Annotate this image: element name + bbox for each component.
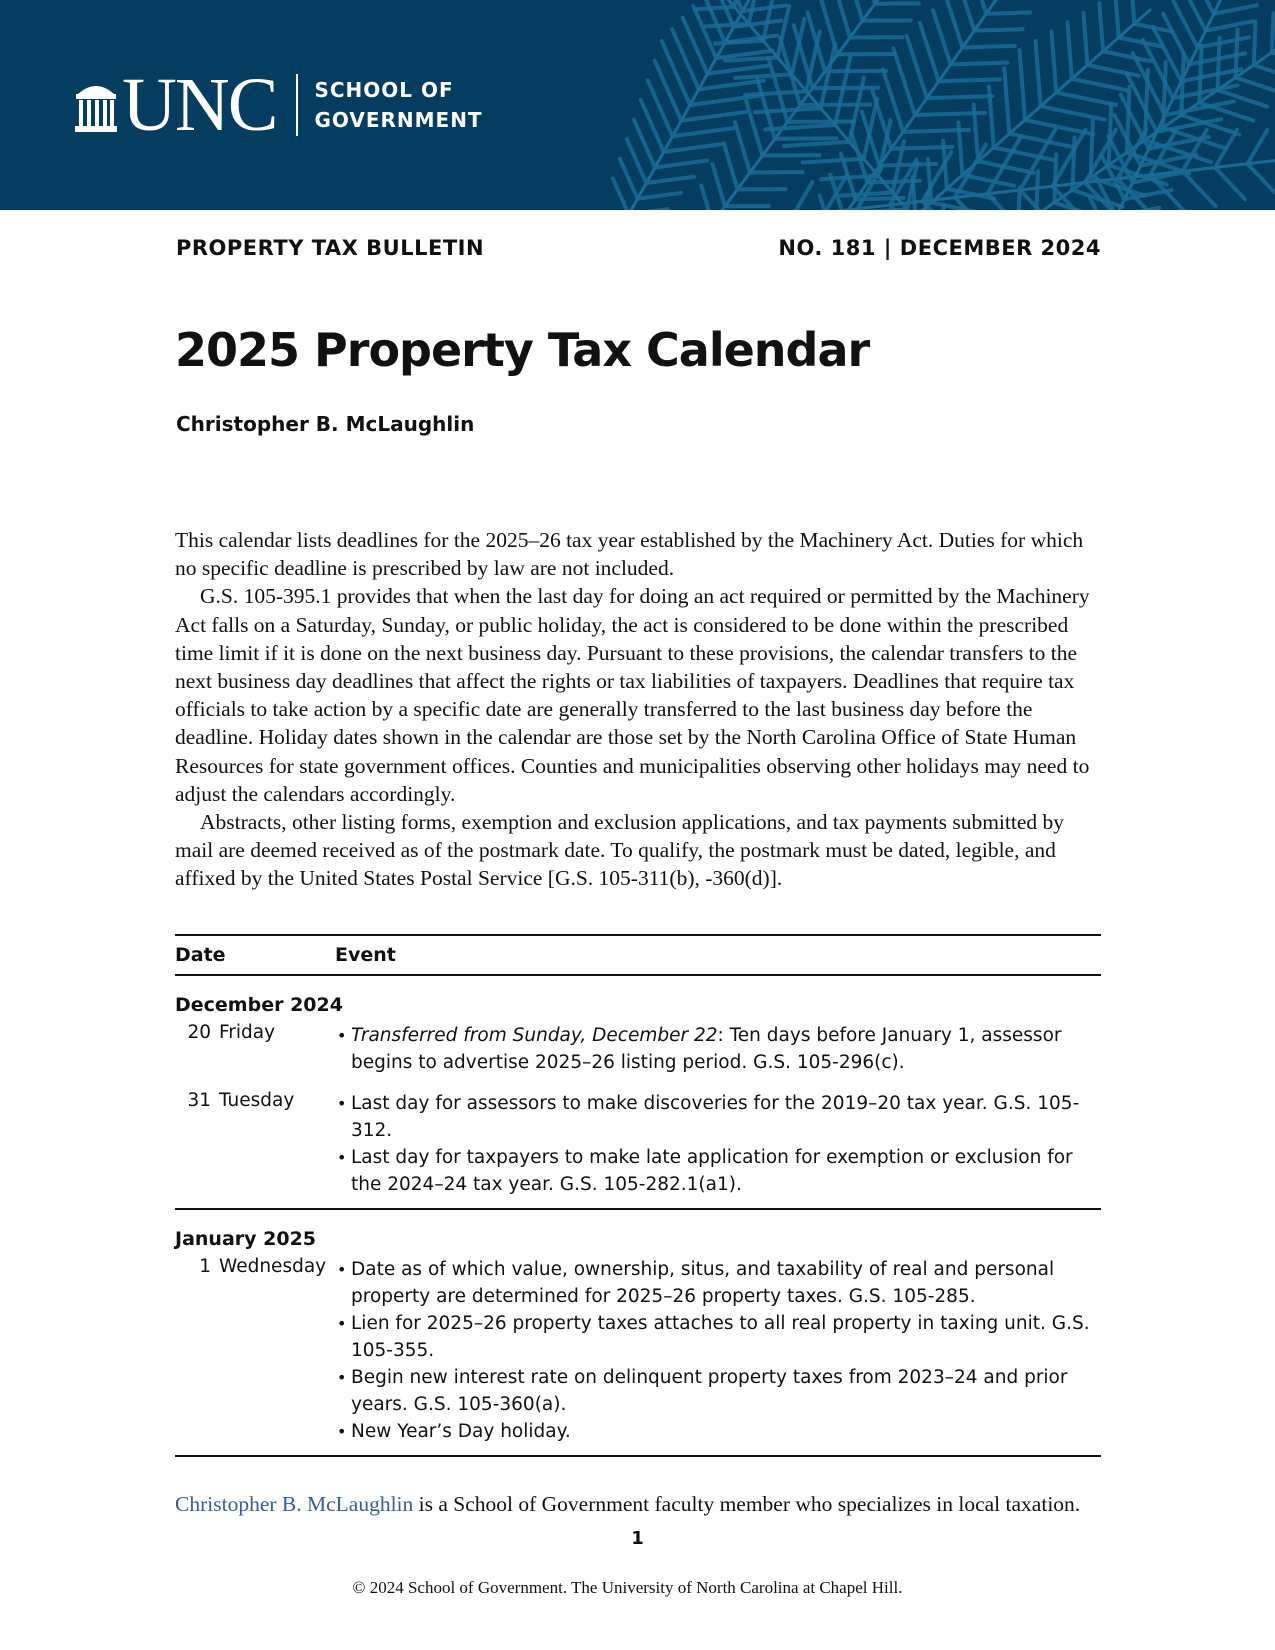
logo-divider [296, 74, 298, 136]
entry-weekday: Wednesday [219, 1256, 327, 1277]
event-item [335, 1144, 1101, 1198]
entry-day-number: 1 [199, 1256, 211, 1277]
column-header-event: Event [335, 944, 396, 966]
logo-wordmark: UNC [122, 63, 277, 147]
calendar-entry [175, 1256, 1101, 1445]
event-item [335, 1418, 1101, 1445]
entry-day-number: 31 [187, 1090, 211, 1111]
event-item [335, 1090, 1101, 1144]
logo-subtitle-line2: GOVERNMENT [314, 108, 483, 132]
logo-subtitle [314, 75, 482, 135]
author-note-text: is a School of Government faculty member who specializes in local taxation. [413, 1492, 1081, 1516]
column-header-date: Date [175, 944, 226, 966]
header-banner [0, 0, 1275, 210]
calendar-entry [175, 1090, 1101, 1198]
bulletin-header [176, 236, 1101, 260]
entry-events [335, 1256, 1101, 1445]
calendar-table [175, 934, 1101, 1457]
logo-subtitle-line1: SCHOOL OF [314, 78, 454, 102]
event-text: : Ten days before January 1, assessor begins to advertise 2025–26 listing period. G.S. 105-296(c). [351, 1025, 1062, 1073]
entry-weekday: Friday [219, 1022, 276, 1043]
event-note: Transferred from Sunday, December 22 [351, 1025, 718, 1046]
author-note [175, 1492, 1105, 1517]
event-text: Last day for assessors to make discoveries for the 2019–20 tax year. G.S. 105-312. [351, 1093, 1080, 1141]
bulletin-series: PROPERTY TAX BULLETIN [176, 236, 485, 260]
event-item [335, 1364, 1101, 1418]
event-text: Date as of which value, ownership, situs, and taxability of real and personal property are determined for 2025–26 property taxes. G.S. 105-285. [351, 1259, 1055, 1307]
event-item [335, 1310, 1101, 1364]
intro-text [175, 526, 1105, 893]
entry-events [335, 1022, 1101, 1076]
calendar-body [175, 976, 1101, 1457]
month-heading: January 2025 [175, 1228, 317, 1250]
calendar-entry [175, 1022, 1101, 1076]
intro-paragraph: Abstracts, other listing forms, exemption and exclusion applications, and tax payments submitted by mail are deemed received as of the postmark date. To qualify, the postmark must be dated, legible, and affixed by the United States Postal Service [G.S. 105-311(b), -360(d)]. [175, 810, 1065, 891]
entry-day-number: 20 [187, 1022, 211, 1043]
copyright-notice: © 2024 School of Government. The University of North Carolina at Chapel Hill. [352, 1578, 903, 1597]
bulletin-issue: NO. 181 | DECEMBER 2024 [778, 236, 1101, 260]
event-text: Lien for 2025–26 property taxes attaches to all real property in taxing unit. G.S. 105-355. [351, 1313, 1090, 1361]
event-text: Last day for taxpayers to make late application for exemption or exclusion for the 2024–24 tax year. G.S. 105-282.1(a1). [351, 1147, 1073, 1195]
entry-date [175, 1090, 335, 1198]
month-heading: December 2024 [175, 994, 343, 1016]
entry-events [335, 1090, 1101, 1198]
event-item [335, 1022, 1101, 1076]
author-name: Christopher B. McLaughlin [176, 412, 475, 436]
entry-date [175, 1256, 335, 1445]
calendar-month-section [175, 1210, 1101, 1457]
page-number: 1 [631, 1528, 644, 1549]
author-profile-link[interactable]: Christopher B. McLaughlin [175, 1492, 414, 1516]
calendar-header-row [175, 934, 1101, 976]
event-text: Begin new interest rate on delinquent property taxes from 2023–24 and prior years. G.S. 105-360(a). [351, 1367, 1068, 1415]
entry-weekday: Tuesday [219, 1090, 295, 1111]
event-item [335, 1256, 1101, 1310]
intro-paragraph: G.S. 105-395.1 provides that when the last day for doing an act required or permitted by the Machinery Act falls on a Saturday, Sunday, or public holiday, the act is considered to be done within the prescribed time limit if it is done on the next business day. Pursuant to these provisions, the calendar transfers to the next business day deadlines that affect the rights or tax liabilities of taxpayers. Deadlines that require tax officials to take action by a specific date are generally transferred to the last business day before the deadline. Holiday dates shown in the calendar are those set by the North Carolina Office of State Human Resources for state government offices. Counties and municipalities observing other holidays may need to adjust the calendars accordingly. [175, 584, 1090, 806]
unc-sog-logo [74, 63, 483, 147]
page-title: 2025 Property Tax Calendar [175, 323, 870, 377]
event-text: New Year’s Day holiday. [351, 1421, 571, 1442]
calendar-month-section [175, 976, 1101, 1210]
intro-paragraph: This calendar lists deadlines for the 2025–26 tax year established by the Machinery Act. Duties for which no specific deadline is prescribed by law are not included. [175, 528, 1084, 581]
old-well-icon [74, 76, 118, 134]
entry-date [175, 1022, 335, 1076]
